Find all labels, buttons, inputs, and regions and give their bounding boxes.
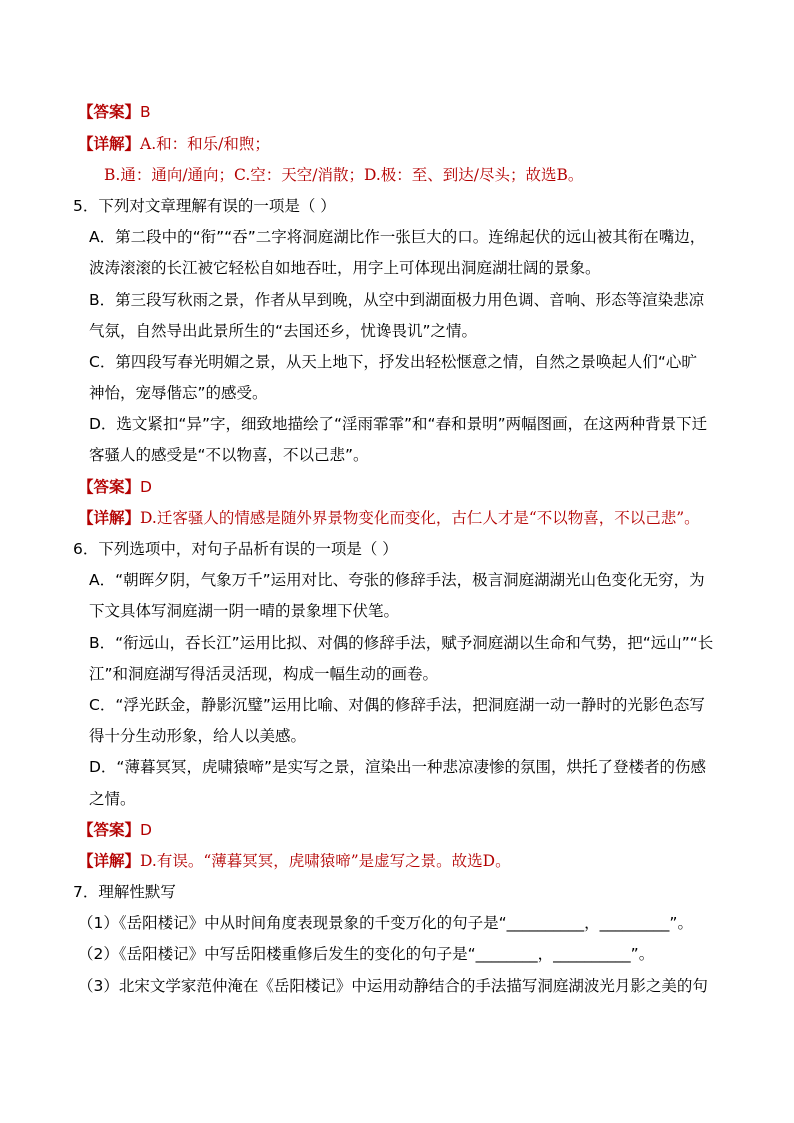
option-text [89, 257, 601, 279]
question-stem [73, 881, 176, 903]
option-line: 江”和洞庭湖写得活灵活现，构成一幅生动的画卷。 [89, 665, 439, 683]
question-text: （1）《岳阳楼记》中从时间角度表现景象的千变万化的句子是“ [78, 914, 507, 932]
explanation-line [78, 133, 270, 155]
explanation-text: D.迁客骚人的情感是随外界景物变化而变化，古仁人才是“不以物喜，不以己悲”。 [140, 509, 700, 527]
option-text [89, 413, 707, 435]
answer-blank: __________ [553, 945, 631, 963]
question-text: ， [537, 945, 554, 963]
option-line: 下文具体写洞庭湖一阴一晴的景象埋下伏笔。 [89, 602, 400, 620]
option-text [89, 663, 438, 685]
explanation-continuation [104, 164, 583, 186]
fill-in-question [78, 943, 654, 965]
explanation-tag: 【详解】 [78, 852, 141, 870]
question-stem [73, 538, 398, 560]
option-line: （3）北宋文学家范仲淹在《岳阳楼记》中运用动静结合的手法描写洞庭湖波光月影之美的句 [78, 977, 708, 995]
explanation-line [78, 507, 700, 529]
option-text [89, 756, 706, 778]
answer-line [78, 819, 152, 841]
option-line: 得十分生动形象，给人以美感。 [89, 727, 307, 745]
question-text: ”。 [669, 914, 693, 932]
option-line: A．第二段中的“衔”“吞”二字将洞庭湖比作一张巨大的口。连绵起伏的远山被其衔在嘴边， [89, 228, 706, 246]
explanation-tag: 【详解】 [78, 135, 141, 153]
option-line: 气氛，自然导出此景所生的“去国还乡，忧谗畏讥”之情。 [89, 322, 478, 340]
option-text [89, 320, 477, 342]
explanation-text: D.有误。“薄暮冥冥，虎啸猿啼”是虚写之景。故选D。 [140, 852, 511, 870]
question-text: 5．下列对文章理解有误的一项是（ ） [73, 197, 336, 215]
option-line: 客骚人的感受是“不以物喜，不以己悲”。 [89, 446, 369, 464]
option-line: 之情。 [89, 790, 136, 808]
option-text [89, 725, 306, 747]
option-text [89, 289, 704, 311]
answer-value: B [140, 103, 151, 121]
question-text: ”。 [630, 945, 655, 963]
option-line: 神怡，宠辱偕忘”的感受。 [89, 384, 268, 402]
explanation-tag: 【详解】 [78, 509, 141, 527]
option-text [89, 694, 705, 716]
option-text [89, 226, 705, 248]
option-line: B．第三段写秋雨之景，作者从早到晚，从空中到湖面极力用色调、音响、形态等渲染悲凉 [89, 291, 705, 309]
question-stem [73, 195, 336, 217]
option-text [89, 382, 268, 404]
option-line: 波涛滚滚的长江被它轻松自如地吞吐，用字上可体现出洞庭湖壮阔的景象。 [89, 259, 601, 277]
fill-in-question [78, 912, 693, 934]
answer-blank: ________ [475, 945, 538, 963]
question-text: （2）《岳阳楼记》中写岳阳楼重修后发生的变化的句子是“ [78, 945, 476, 963]
answer-line [78, 476, 152, 498]
answer-line [78, 101, 151, 123]
explanation-line [78, 850, 511, 872]
option-line: D．“薄暮冥冥，虎啸猿啼”是实写之景，渲染出一种悲凉凄惨的氛围，烘托了登楼者的伤感 [89, 758, 706, 776]
option-text [89, 788, 136, 810]
explanation-text: B.通：通向/通向；C.空：天空/消散；D.极：至、到达/尽头；故选B。 [104, 166, 584, 184]
question-text: 6．下列选项中，对句子品析有误的一项是（ ） [73, 540, 398, 558]
option-line: C．“浮光跃金，静影沉璧”运用比喻、对偶的修辞手法，把洞庭湖一动一静时的光影色态写 [89, 696, 705, 714]
answer-value: D [140, 478, 152, 496]
option-line: B．“衔远山，吞长江”运用比拟、对偶的修辞手法，赋予洞庭湖以生命和气势，把“远山”“长 [89, 634, 714, 652]
explanation-text: A.和：和乐/和煦； [140, 135, 270, 153]
option-text [89, 569, 705, 591]
question-text: 7．理解性默写 [73, 883, 176, 901]
answer-tag: 【答案】 [78, 103, 141, 121]
option-text [89, 600, 399, 622]
option-text [78, 975, 708, 997]
option-line: A．“朝晖夕阴，气象万千”运用对比、夸张的修辞手法，极言洞庭湖湖光山色变化无穷，为 [89, 571, 705, 589]
option-line: C．第四段写春光明媚之景，从天上地下，抒发出轻松惬意之情，自然之景唤起人们“心旷 [89, 353, 697, 371]
option-text [89, 444, 369, 466]
answer-tag: 【答案】 [78, 478, 141, 496]
answer-tag: 【答案】 [78, 821, 141, 839]
answer-blank: __________ [506, 914, 585, 932]
option-text [89, 632, 713, 654]
answer-value: D [140, 821, 152, 839]
question-text: ， [584, 914, 600, 932]
option-text [89, 351, 697, 373]
answer-blank: _________ [599, 914, 670, 932]
option-line: D．选文紧扣“异”字，细致地描绘了“淫雨霏霏”和“春和景明”两幅图画，在这两种背景下迁 [89, 415, 708, 433]
